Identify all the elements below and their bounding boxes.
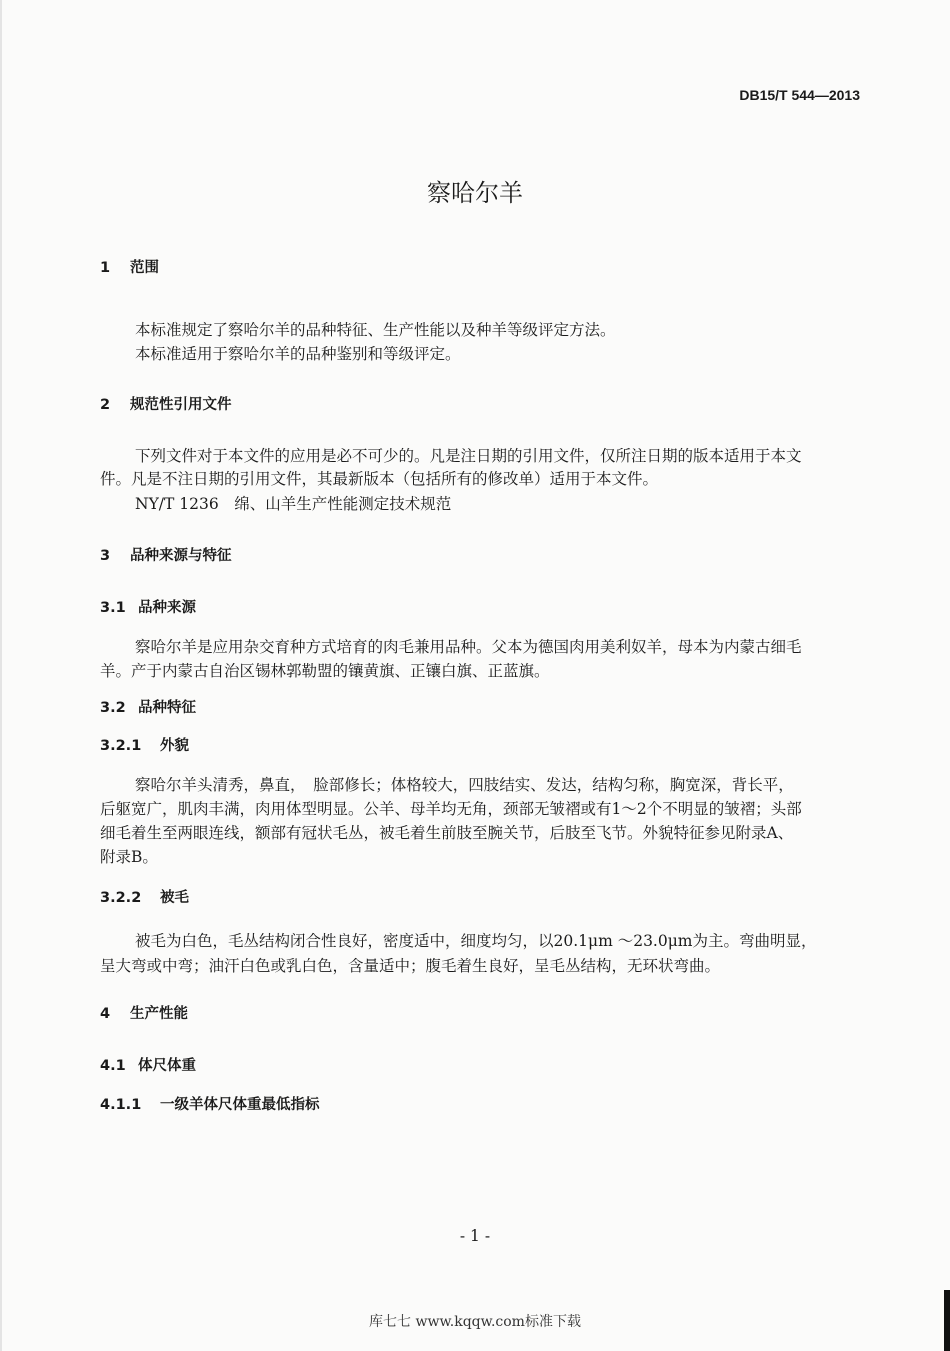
- paragraph-line: 后躯宽广，肌肉丰满，肉用体型明显。公羊、母羊均无角，颈部无皱褶或有1～2个不明显的皱褶；头部: [100, 800, 802, 818]
- page-number: - 1 -: [459, 1227, 491, 1245]
- heading-3-2-1: 3.2.1 外貌: [100, 738, 189, 754]
- paragraph-line: 羊。产于内蒙古自治区锡林郭勒盟的镶黄旗、正镶白旗、正蓝旗。: [100, 662, 550, 680]
- heading-1: 1 范围: [100, 260, 159, 276]
- heading-4: 4 生产性能: [100, 1006, 188, 1022]
- paragraph-line: 件。凡是不注日期的引用文件，其最新版本（包括所有的修改单）适用于本文件。: [100, 470, 659, 488]
- heading-3: 3 品种来源与特征: [100, 548, 232, 564]
- reference-item: NY/T 1236 绵、山羊生产性能测定技术规范: [135, 495, 452, 513]
- heading-3-1: 3.1 品种来源: [100, 600, 196, 616]
- standard-number: DB15/T 544—2013: [739, 87, 860, 103]
- paragraph-line: 察哈尔羊是应用杂交育种方式培育的肉毛兼用品种。父本为德国肉用美利奴羊，母本为内蒙古细毛: [135, 638, 802, 656]
- paragraph-line: 本标准适用于察哈尔羊的品种鉴别和等级评定。: [135, 345, 461, 363]
- heading-4-1-1: 4.1.1 一级羊体尺体重最低指标: [100, 1097, 320, 1113]
- paragraph-line: 附录B。: [100, 848, 158, 866]
- paragraph-line: 呈大弯或中弯；油汗白色或乳白色，含量适中；腹毛着生良好，呈毛丛结构，无环状弯曲。: [100, 957, 721, 975]
- paragraph-line: 本标准规定了察哈尔羊的品种特征、生产性能以及种羊等级评定方法。: [135, 321, 616, 339]
- paragraph-line: 细毛着生至两眼连线，额部有冠状毛丛，被毛着生前肢至腕关节，后肢至飞节。外貌特征参见附录A、: [100, 824, 794, 842]
- document-title: 察哈尔羊: [427, 179, 523, 207]
- scan-edge-mark: [944, 1290, 950, 1351]
- footer-watermark: 库七七 www.kqqw.com标准下载: [369, 1314, 581, 1330]
- heading-3-2-2: 3.2.2 被毛: [100, 890, 189, 906]
- heading-4-1: 4.1 体尺体重: [100, 1058, 196, 1074]
- paragraph-line: 下列文件对于本文件的应用是必不可少的。凡是注日期的引用文件，仅所注日期的版本适用于本文: [135, 447, 802, 465]
- heading-3-2: 3.2 品种特征: [100, 700, 196, 716]
- paragraph-line: 察哈尔羊头清秀，鼻直， 脸部修长；体格较大，四肢结实、发达，结构匀称，胸宽深，背长平，: [135, 776, 794, 794]
- heading-2: 2 规范性引用文件: [100, 397, 232, 413]
- paragraph-line: 被毛为白色，毛丛结构闭合性良好，密度适中，细度均匀，以20.1μm ～23.0μm为主。弯曲明显，: [135, 932, 817, 950]
